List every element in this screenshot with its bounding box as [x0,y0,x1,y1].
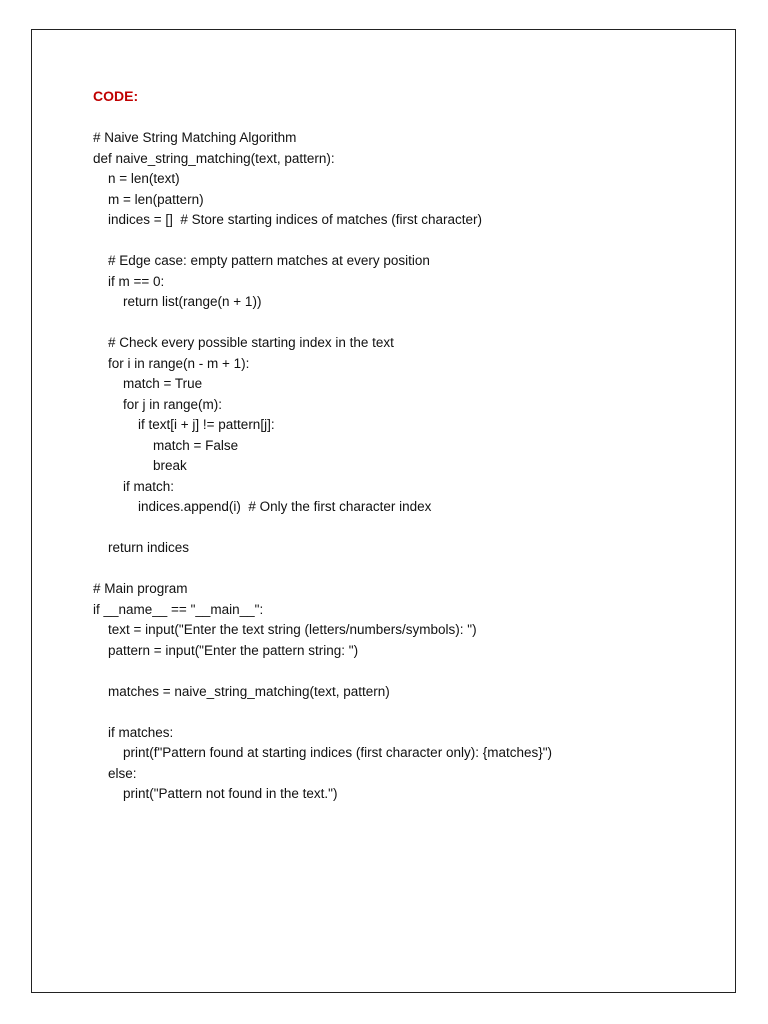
code-line: break [93,458,187,473]
code-line: for i in range(n - m + 1): [93,355,250,371]
code-line: # Naive String Matching Algorithm [93,130,297,145]
code-line: if match: [93,478,175,494]
code-line [93,702,552,723]
code-line: if text[i + j] != pattern[j]: [93,417,275,432]
code-line [93,518,552,539]
code-line: return indices [93,540,190,555]
code-line: text = input("Enter the text string (letters/numbers/symbols): ") [93,622,477,637]
code-line: indices.append(i) # Only the first character index [93,499,432,514]
code-line [93,231,552,252]
code-line [93,559,552,580]
code-line: m = len(pattern) [93,191,204,207]
code-line: # Check every possible starting index in the text [93,335,394,350]
code-line: indices = [] # Store starting indices of matches (first character) [93,212,483,227]
code-line: match = True [93,376,203,391]
code-line: return list(range(n + 1)) [93,294,262,309]
code-line: n = len(text) [93,171,180,186]
code-line [93,661,552,682]
code-line: else: [93,765,137,781]
code-line: print("Pattern not found in the text.") [93,786,338,801]
code-heading: CODE: [93,88,139,104]
code-block [93,128,552,805]
code-line [93,313,552,334]
code-line: match = False [93,437,239,453]
page-frame [31,29,736,993]
code-line: # Edge case: empty pattern matches at every position [93,253,430,268]
code-line: pattern = input("Enter the pattern string: ") [93,642,359,658]
code-line: if __name__ == "__main__": [93,601,264,617]
code-line: if matches: [93,724,174,740]
code-line: if m == 0: [93,273,165,289]
code-line: # Main program [93,581,188,596]
code-line: def naive_string_matching(text, pattern): [93,150,335,166]
code-line: matches = naive_string_matching(text, pattern) [93,683,390,699]
code-line: for j in range(m): [93,396,223,412]
code-line: print(f"Pattern found at starting indices (first character only): {matches}") [93,745,553,760]
